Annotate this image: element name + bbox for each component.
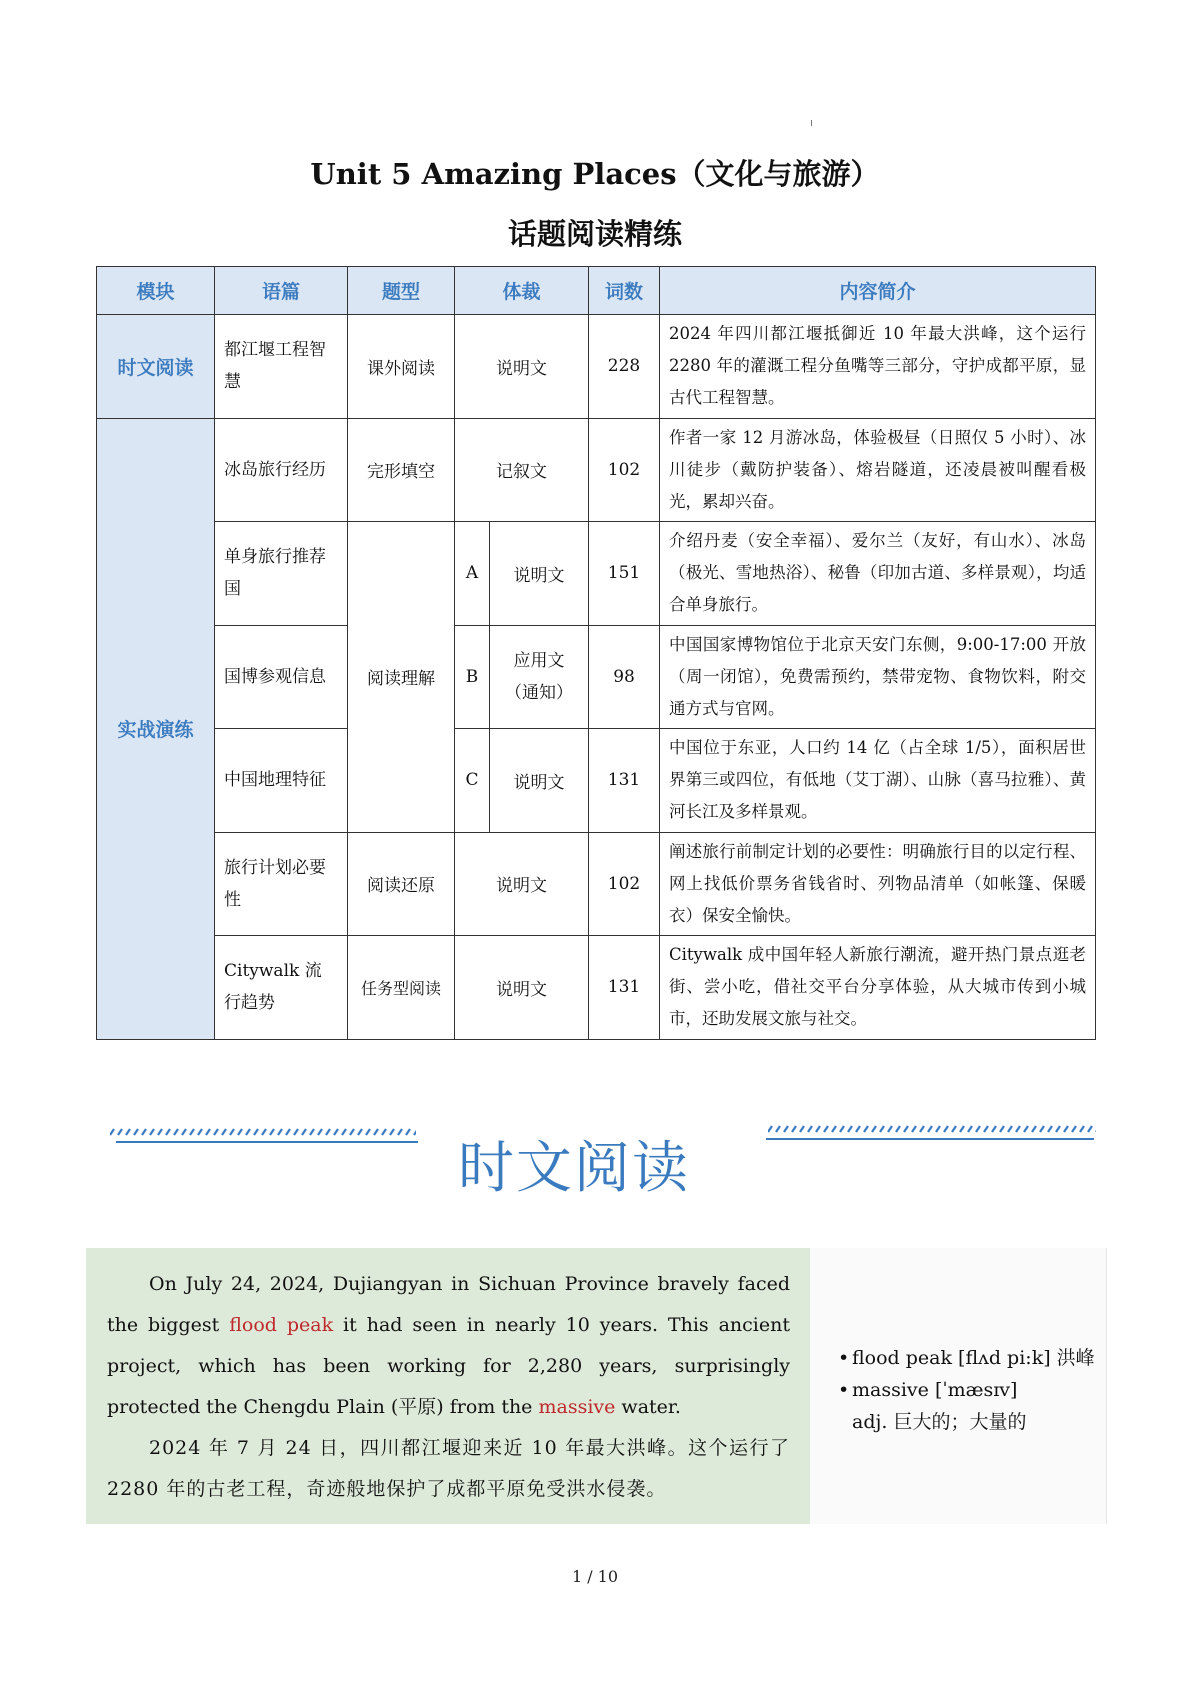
type-cell: 任务型阅读	[348, 936, 455, 1040]
highlight-flood-peak: flood peak	[229, 1314, 334, 1336]
vocab-entry: massive [ˈmæsɪv]	[852, 1379, 1018, 1401]
table-row	[97, 729, 1096, 833]
genre-cell: 说明文	[490, 522, 589, 626]
vocab-item	[838, 1342, 1106, 1374]
words-cell: 102	[589, 418, 660, 522]
page-title: Unit 5 Amazing Places（文化与旅游）	[310, 157, 880, 191]
summary-cell: 阐述旅行前制定计划的必要性：明确旅行目的以定行程、网上找低价票务省钱省时、列物品清单（如帐篷、保暖衣）保安全愉快。	[660, 832, 1096, 936]
english-paragraph	[107, 1264, 790, 1428]
module-cell: 实战演练	[97, 418, 215, 1039]
bullet: •	[838, 1347, 850, 1369]
words-cell: 98	[589, 625, 660, 729]
type-cell: 阅读还原	[348, 832, 455, 936]
words-cell: 131	[589, 936, 660, 1040]
section-title	[0, 1124, 1150, 1204]
genre-cell: 说明文	[455, 315, 589, 419]
section-title-text: 时文阅读	[458, 1136, 690, 1201]
overview-table	[96, 266, 1096, 1040]
table-row	[97, 832, 1096, 936]
page-subtitle: 话题阅读精练	[507, 217, 682, 251]
table-row	[97, 418, 1096, 522]
words-cell: 151	[589, 522, 660, 626]
vocab-meaning: adj. 巨大的；大量的	[852, 1411, 1027, 1433]
table-header-row	[97, 267, 1096, 315]
english-text-part: it had seen in nearly 10 years. This ancient project, which has been working for 2,280 years, surprisingly protected the Chengdu Plain (平原) from the	[107, 1314, 790, 1418]
summary-cell: 介绍丹麦（安全幸福）、爱尔兰（友好，有山水）、冰岛（极光、雪地热浴）、秘鲁（印加古道、多样景观），均适合单身旅行。	[660, 522, 1096, 626]
highlight-massive: massive	[538, 1396, 616, 1418]
header-module: 模块	[97, 267, 215, 315]
header-genre: 体裁	[455, 267, 589, 315]
genre-cell: 说明文	[455, 832, 589, 936]
page-number: 1 / 10	[571, 1567, 619, 1586]
passage-cell: 单身旅行推荐国	[215, 522, 348, 626]
passage-cell: 冰岛旅行经历	[215, 418, 348, 522]
table-row	[97, 315, 1096, 419]
header-passage: 语篇	[215, 267, 348, 315]
scan-mark	[811, 120, 812, 126]
passage-cell: 中国地理特征	[215, 729, 348, 833]
vocab-item	[838, 1374, 1106, 1406]
genre-cell: 记叙文	[455, 418, 589, 522]
type-cell: 课外阅读	[348, 315, 455, 419]
vocabulary-panel	[810, 1248, 1107, 1524]
passage-cell: 旅行计划必要性	[215, 832, 348, 936]
type-cell: 阅读理解	[348, 522, 455, 833]
genre-cell: 说明文	[490, 729, 589, 833]
passage-cell: 都江堰工程智慧	[215, 315, 348, 419]
part-cell: C	[455, 729, 490, 833]
genre-cell: 说明文	[455, 936, 589, 1040]
words-cell: 102	[589, 832, 660, 936]
header-type: 题型	[348, 267, 455, 315]
table-row	[97, 522, 1096, 626]
vocab-entry: flood peak [flʌd pi:k] 洪峰	[852, 1347, 1095, 1369]
words-cell: 228	[589, 315, 660, 419]
passage-cell: Citywalk 流行趋势	[215, 936, 348, 1040]
header-summary: 内容简介	[660, 267, 1096, 315]
table-row	[97, 936, 1096, 1040]
chinese-translation: 2024 年 7 月 24 日，四川都江堰迎来近 10 年最大洪峰。这个运行了 2280 年的古老工程，奇迹般地保护了成都平原免受洪水侵袭。	[107, 1437, 790, 1500]
summary-cell: 作者一家 12 月游冰岛，体验极昼（日照仅 5 小时）、冰川徒步（戴防护装备）、熔岩隧道，还凌晨被叫醒看极光，累却兴奋。	[660, 418, 1096, 522]
summary-cell: Citywalk 成中国年轻人新旅行潮流，避开热门景点逛老街、尝小吃，借社交平台分享体验，从大城市传到小城市，还助发展文旅与社交。	[660, 936, 1096, 1040]
summary-cell: 2024 年四川都江堰抵御近 10 年最大洪峰，这个运行 2280 年的灌溉工程分鱼嘴等三部分，守护成都平原，显古代工程智慧。	[660, 315, 1096, 419]
table-row	[97, 625, 1096, 729]
english-text-part: water.	[615, 1396, 681, 1418]
part-cell: B	[455, 625, 490, 729]
bullet: •	[838, 1379, 850, 1401]
summary-cell: 中国位于东亚，人口约 14 亿（占全球 1/5），面积居世界第三或四位，有低地（艾丁湖）、山脉（喜马拉雅）、黄河长江及多样景观。	[660, 729, 1096, 833]
type-cell: 完形填空	[348, 418, 455, 522]
module-cell: 时文阅读	[97, 315, 215, 419]
genre-cell: 应用文（通知）	[490, 625, 589, 729]
part-cell: A	[455, 522, 490, 626]
reading-passage	[86, 1248, 810, 1524]
passage-cell: 国博参观信息	[215, 625, 348, 729]
header-words: 词数	[589, 267, 660, 315]
summary-cell: 中国国家博物馆位于北京天安门东侧，9:00-17:00 开放（周一闭馆），免费需预约，禁带宠物、食物饮料，附交通方式与官网。	[660, 625, 1096, 729]
english-text-part: On July 24, 2024, Dujiangyan in Sichuan Province bravely faced the biggest	[107, 1273, 790, 1336]
words-cell: 131	[589, 729, 660, 833]
